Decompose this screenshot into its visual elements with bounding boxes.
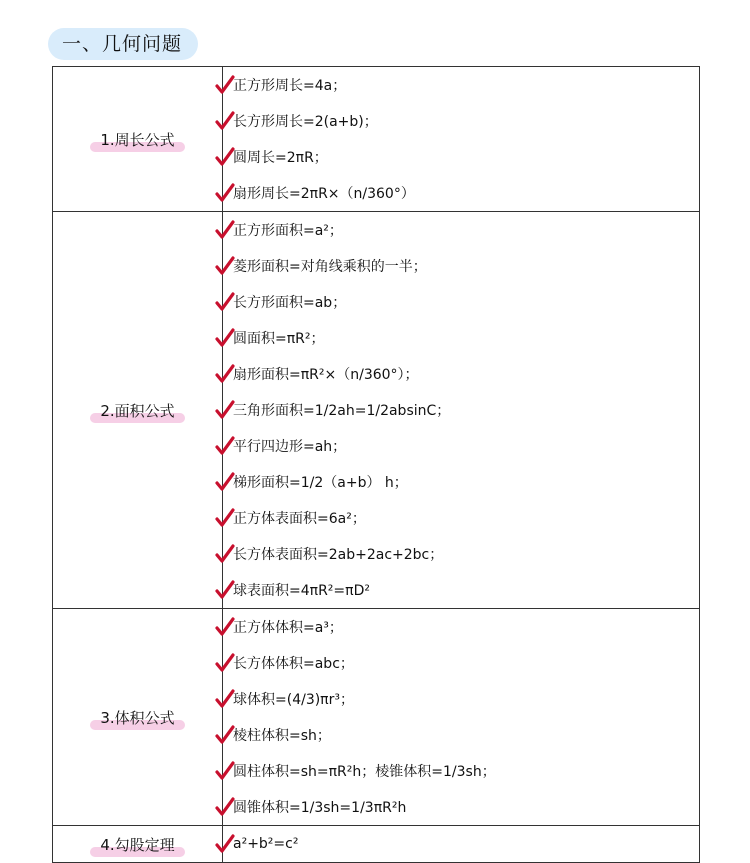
- check-mark-icon: [215, 760, 235, 782]
- check-mark-icon: [215, 507, 235, 529]
- check-mark-icon: [215, 579, 235, 601]
- list-item: [223, 717, 699, 753]
- list-item: [223, 139, 699, 175]
- check-mark-icon: [215, 255, 235, 277]
- check-mark-icon: [215, 327, 235, 349]
- formula-list: [223, 609, 699, 825]
- check-mark-icon: [215, 435, 235, 457]
- list-item: [223, 500, 699, 536]
- category-label: 4.勾股定理: [92, 834, 182, 855]
- formula-text: a²+b²=c²: [233, 836, 299, 852]
- formula-text: 长方形面积=ab；: [233, 295, 347, 311]
- category-cell: [53, 67, 223, 212]
- list-item: [223, 609, 699, 645]
- list-item: [223, 212, 699, 248]
- formula-text: 长方形周长=2(a+b)；: [233, 114, 378, 130]
- check-mark-icon: [215, 652, 235, 674]
- formula-list: [223, 212, 699, 608]
- formula-list: [223, 826, 699, 862]
- check-mark-icon: [215, 616, 235, 638]
- formula-cell: [223, 212, 700, 609]
- category-label: 2.面积公式: [92, 400, 182, 421]
- check-mark-icon: [215, 363, 235, 385]
- list-item: [223, 248, 699, 284]
- formula-text: 菱形面积=对角线乘积的一半；: [233, 259, 427, 275]
- list-item: [223, 428, 699, 464]
- list-item: [223, 356, 699, 392]
- check-mark-icon: [215, 146, 235, 168]
- list-item: [223, 753, 699, 789]
- category-cell: [53, 212, 223, 609]
- list-item: [223, 789, 699, 825]
- formula-text: 长方体表面积=2ab+2ac+2bc；: [233, 547, 444, 563]
- formula-text: 圆锥体积=1/3sh=1/3πR²h: [233, 800, 407, 816]
- formula-text: 平行四边形=ah；: [233, 439, 347, 455]
- table-row: [53, 826, 700, 863]
- list-item: [223, 392, 699, 428]
- formula-text: 长方体体积=abc；: [233, 656, 354, 672]
- check-mark-icon: [215, 110, 235, 132]
- formula-text: 三角形面积=1/2ah=1/2absinC；: [233, 403, 451, 419]
- list-item: [223, 572, 699, 608]
- formula-text: 球表面积=4πR²=πD²: [233, 583, 370, 599]
- formula-cell: [223, 826, 700, 863]
- list-item: [223, 536, 699, 572]
- section-title: 一、几何问题: [48, 28, 198, 60]
- list-item: [223, 103, 699, 139]
- category-label: 3.体积公式: [92, 707, 182, 728]
- formula-text: 扇形面积=πR²×（n/360°）；: [233, 367, 419, 383]
- table-row: [53, 212, 700, 609]
- check-mark-icon: [215, 724, 235, 746]
- check-mark-icon: [215, 182, 235, 204]
- formula-text: 圆柱体积=sh=πR²h；棱锥体积=1/3sh；: [233, 764, 496, 780]
- list-item: [223, 320, 699, 356]
- formula-text: 圆面积=πR²；: [233, 331, 325, 347]
- check-mark-icon: [215, 688, 235, 710]
- check-mark-icon: [215, 74, 235, 96]
- formula-text: 正方体表面积=6a²；: [233, 511, 366, 527]
- formula-text: 正方体体积=a³；: [233, 620, 343, 636]
- formula-text: 球体积=(4/3)πr³；: [233, 692, 354, 708]
- formula-text: 棱柱体积=sh；: [233, 728, 331, 744]
- table-row: [53, 609, 700, 826]
- list-item: [223, 681, 699, 717]
- formula-text: 扇形周长=2πR×（n/360°）: [233, 186, 415, 202]
- list-item: [223, 464, 699, 500]
- check-mark-icon: [215, 833, 235, 855]
- formula-text: 梯形面积=1/2（a+b） h；: [233, 475, 408, 491]
- list-item: [223, 284, 699, 320]
- formula-cell: [223, 609, 700, 826]
- formula-text: 正方形周长=4a；: [233, 78, 347, 94]
- check-mark-icon: [215, 219, 235, 241]
- category-cell: [53, 826, 223, 863]
- check-mark-icon: [215, 399, 235, 421]
- formula-text: 圆周长=2πR；: [233, 150, 328, 166]
- check-mark-icon: [215, 543, 235, 565]
- list-item: [223, 826, 699, 862]
- check-mark-icon: [215, 471, 235, 493]
- check-mark-icon: [215, 796, 235, 818]
- list-item: [223, 67, 699, 103]
- check-mark-icon: [215, 291, 235, 313]
- table-row: [53, 67, 700, 212]
- list-item: [223, 645, 699, 681]
- list-item: [223, 175, 699, 211]
- formula-list: [223, 67, 699, 211]
- category-label: 1.周长公式: [92, 129, 182, 150]
- formula-table: [52, 66, 700, 863]
- category-cell: [53, 609, 223, 826]
- formula-text: 正方形面积=a²；: [233, 223, 343, 239]
- formula-cell: [223, 67, 700, 212]
